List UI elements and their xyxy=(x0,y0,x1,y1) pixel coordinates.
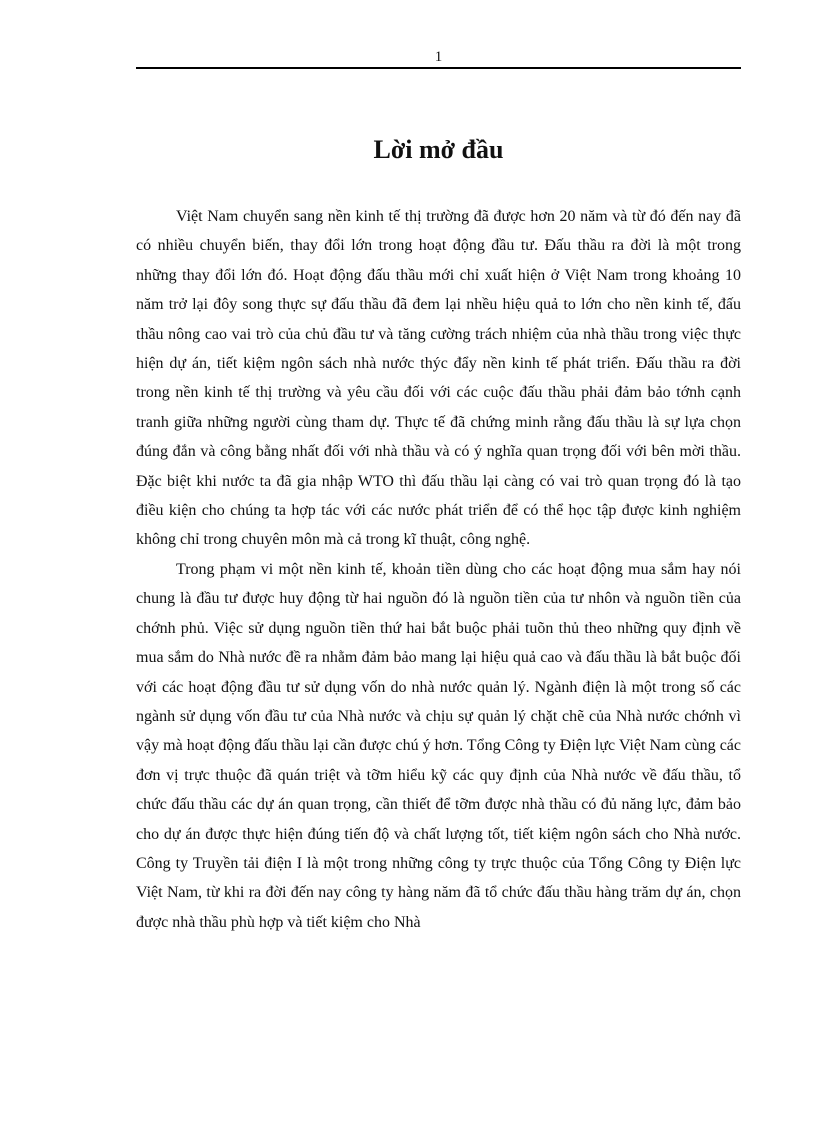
page-number: 1 xyxy=(434,49,443,65)
paragraph-2: Trong phạm vi một nền kinh tế, khoản tiền dùng cho các hoạt động mua sắm hay nói chung là đầu tư được huy động từ hai nguồn đó là nguồn tiền của tư nhôn và nguồn tiền của chớnh phủ. Việc sử dụng nguồn tiền thứ hai bắt buộc phải tuõn thủ theo những quy định về mua sắm do Nhà nước đề ra nhằm đảm bảo mang lại hiệu quả cao và đấu thầu là bắt buộc đối với các hoạt động đầu tư sử dụng vốn do nhà nước quản lý. Ngành điện là một trong số các ngành sử dụng vốn đầu tư của Nhà nước và chịu sự quản lý chặt chẽ của Nhà nước chớnh vì vậy mà hoạt động đấu thầu lại cần được chú ý hơn. Tổng Công ty Điện lực Việt Nam cùng các đơn vị trực thuộc đã quán triệt và tỡm hiểu kỹ các quy định của Nhà nước về đấu thầu, tổ chức đấu thầu các dự án quan trọng, cần thiết để tỡm được nhà thầu có đủ năng lực, đảm bảo cho dự án được thực hiện đúng tiến độ và chất lượng tốt, tiết kiệm ngôn sách cho Nhà nước. Công ty Truyền tải điện I là một trong những công ty trực thuộc của Tổng Công ty Điện lực Việt Nam, từ khi ra đời đến nay công ty hàng năm đã tổ chức đấu thầu hàng trăm dự án, chọn được nhà thầu phù hợp và tiết kiệm cho Nhà xyxy=(136,560,741,931)
document-body xyxy=(136,202,741,937)
document-title: Lời mở đầu xyxy=(373,135,504,164)
header-rule xyxy=(136,67,741,69)
paragraph-1: Việt Nam chuyển sang nền kinh tế thị trường đã được hơn 20 năm và từ đó đến nay đã có nhiều chuyển biến, thay đổi lớn trong hoạt động đầu tư. Đấu thầu ra đời là một trong những thay đổi lớn đó. Hoạt động đấu thầu mới chỉ xuất hiện ở Việt Nam trong khoảng 10 năm trở lại đôy song thực sự đấu thầu đã đem lại nhều hiệu quả to lớn cho nền kinh tế, đấu thầu nông cao vai trò của chủ đầu tư và tăng cường trách nhiệm của nhà thầu trong việc thực hiện dự án, tiết kiệm ngôn sách nhà nước thýc đẩy nền kinh tế phát triển. Đấu thầu ra đời trong nền kinh tế thị trường và yêu cầu đối với các cuộc đấu thầu phải đảm bảo tớnh cạnh tranh giữa những người cùng tham dự. Thực tế đã chứng minh rằng đấu thầu là sự lựa chọn đúng đắn và công bằng nhất đối với nhà thầu và có ý nghĩa quan trọng đối với bên mời thầu. Đặc biệt khi nước ta đã gia nhập WTO thì đấu thầu lại càng có vai trò quan trọng đó là tạo điều kiện cho chúng ta hợp tác với các nước phát triển để có thể học tập được kinh nghiệm không chỉ trong chuyên môn mà cả trong kĩ thuật, công nghệ. xyxy=(136,208,741,549)
